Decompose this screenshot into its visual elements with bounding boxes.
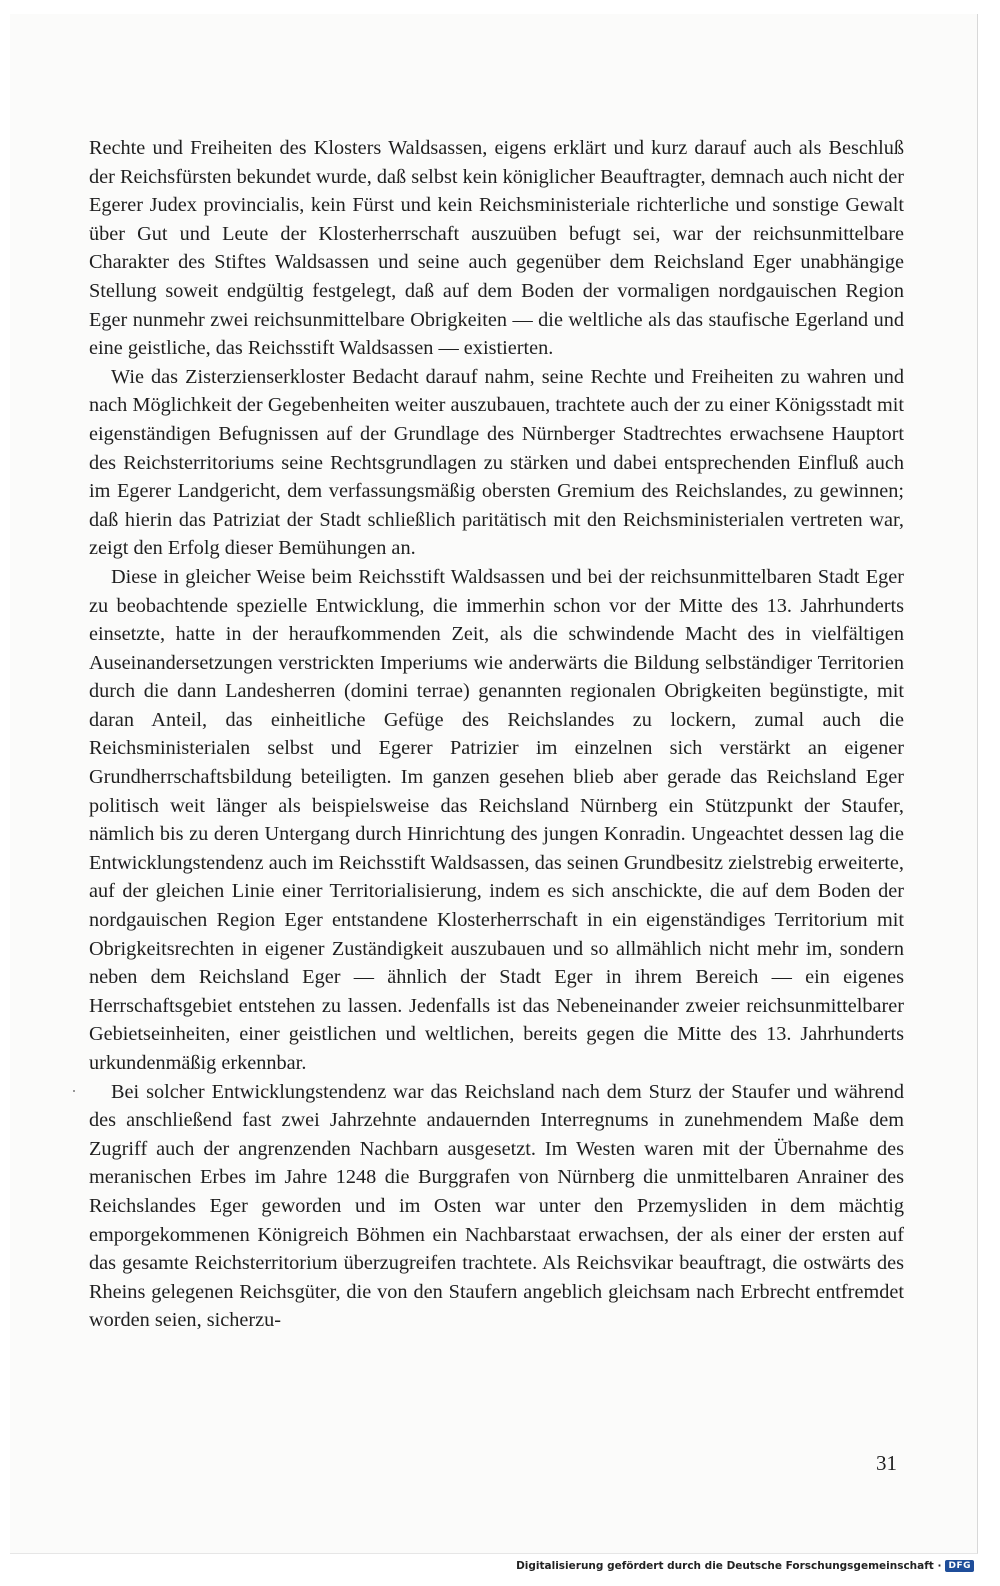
document-page (10, 14, 978, 1554)
paragraph-1: Rechte und Freiheiten des Klosters Waldsassen, eigens erklärt und kurz darauf auch als Beschluß der Reichsfürsten bekundet wurde, daß selbst kein königlicher Beauftragter, demnach auch nicht der Egerer Judex provincialis, kein Fürst und kein Reichsministeriale richterliche und sonstige Gewalt über Gut und Leute der Klosterherrschaft auszuüben befugt sei, war der reichsunmittelbare Charakter des Stiftes Waldsassen und seine auch gegenüber dem Reichsland Eger unabhängige Stellung soweit endgültig festgelegt, daß auf dem Boden der vormaligen nordgauischen Region Eger nunmehr zwei reichsunmittelbare Obrigkeiten — die weltliche als das staufische Egerland und eine geistliche, das Reichsstift Waldsassen — existierten. (89, 137, 904, 360)
footer-credit-text: Digitalisierung gefördert durch die Deutsche Forschungsgemeinschaft · (516, 1560, 942, 1572)
paragraph-4: Bei solcher Entwicklungstendenz war das Reichsland nach dem Sturz der Staufer und während des anschließend fast zwei Jahrzehnte andauernden Interregnums in zunehmendem Maße dem Zugriff auch der angrenzenden Nachbarn ausgesetzt. Im Westen waren mit der Übernahme des meranischen Erbes im Jahre 1248 die Burggrafen von Nürnberg die unmittelbaren Anrainer des Reichslandes Eger geworden und im Osten war unter den Przemysliden in dem mächtig emporgekommenen Königreich Böhmen ein Nachbarstaat erwachsen, der als einer der ersten auf das gesamte Reichsterritorium überzugreifen trachtete. Als Reichsvikar beauftragt, die ostwärts des Rheins gelegenen Reichsgüter, die von den Staufern angeblich gleichsam nach Erbrecht entfremdet worden seien, sicherzu- (89, 1080, 904, 1332)
digitization-footer (516, 1560, 974, 1572)
page-number: 31 (876, 1451, 897, 1475)
scan-speck (73, 1090, 75, 1092)
dfg-logo-icon: DFG (945, 1560, 974, 1572)
paragraph-2: Wie das Zisterzienserkloster Bedacht darauf nahm, seine Rechte und Freiheiten zu wahren und nach Möglichkeit der Gegebenheiten weiter auszubauen, trachtete auch der zu einer Königsstadt mit eigenständigen Befugnissen auf der Grundlage des Nürnberger Stadtrechtes erwachsene Hauptort des Reichsterritoriums seine Rechtsgrundlagen zu stärken und dabei entsprechenden Einfluß auch im Egerer Landgericht, dem verfassungsmäßig obersten Gremium des Reichslandes, zu gewinnen; daß hierin das Patriziat der Stadt schließlich paritätisch mit den Reichsministerialen vertreten war, zeigt den Erfolg dieser Bemühungen an. (89, 365, 904, 560)
paragraph-3: Diese in gleicher Weise beim Reichsstift Waldsassen und bei der reichsunmittelbaren Stadt Eger zu beobachtende spezielle Entwicklung, die immerhin schon vor der Mitte des 13. Jahrhunderts einsetzte, hatte in der heraufkommenden Zeit, als die schwindende Macht des in vielfältigen Auseinandersetzungen verstrickten Imperiums wie anderwärts die Bildung selbständiger Territorien durch die dann Landesherren (domini terrae) genannten regionalen Obrigkeiten begünstigte, mit daran Anteil, das einheitliche Gefüge des Reichslandes zu lockern, zumal auch die Reichsministerialen selbst und Egerer Patrizier im einzelnen sich verstärkt an eigener Grundherrschaftsbildung beteiligten. Im ganzen gesehen blieb aber gerade das Reichsland Eger politisch weit länger als beispielsweise das Reichsland Nürnberg ein Stützpunkt der Staufer, nämlich bis zu deren Untergang durch Hinrichtung des jungen Konradin. Ungeachtet dessen lag die Entwicklungstendenz auch im Reichsstift Waldsassen, das seinen Grundbesitz zielstrebig erweiterte, auf der gleichen Linie einer Territorialisierung, indem es sich anschickte, die auf dem Boden der nordgauischen Region Eger entstandene Klosterherrschaft in ein eigenständiges Territorium mit Obrigkeitsrechten in eigener Zuständigkeit auszubauen und so allmählich nicht mehr im, sondern neben dem Reichsland Eger — ähnlich der Stadt Eger in ihrem Bereich — ein eigenes Herrschaftsgebiet entstehen zu lassen. Jedenfalls ist das Nebeneinander zweier reichsunmittelbarer Gebietseinheiten, einer geistlichen und weltlichen, bereits gegen die Mitte des 13. Jahrhunderts urkundenmäßig erkennbar. (89, 565, 904, 1074)
body-text (89, 134, 904, 1335)
